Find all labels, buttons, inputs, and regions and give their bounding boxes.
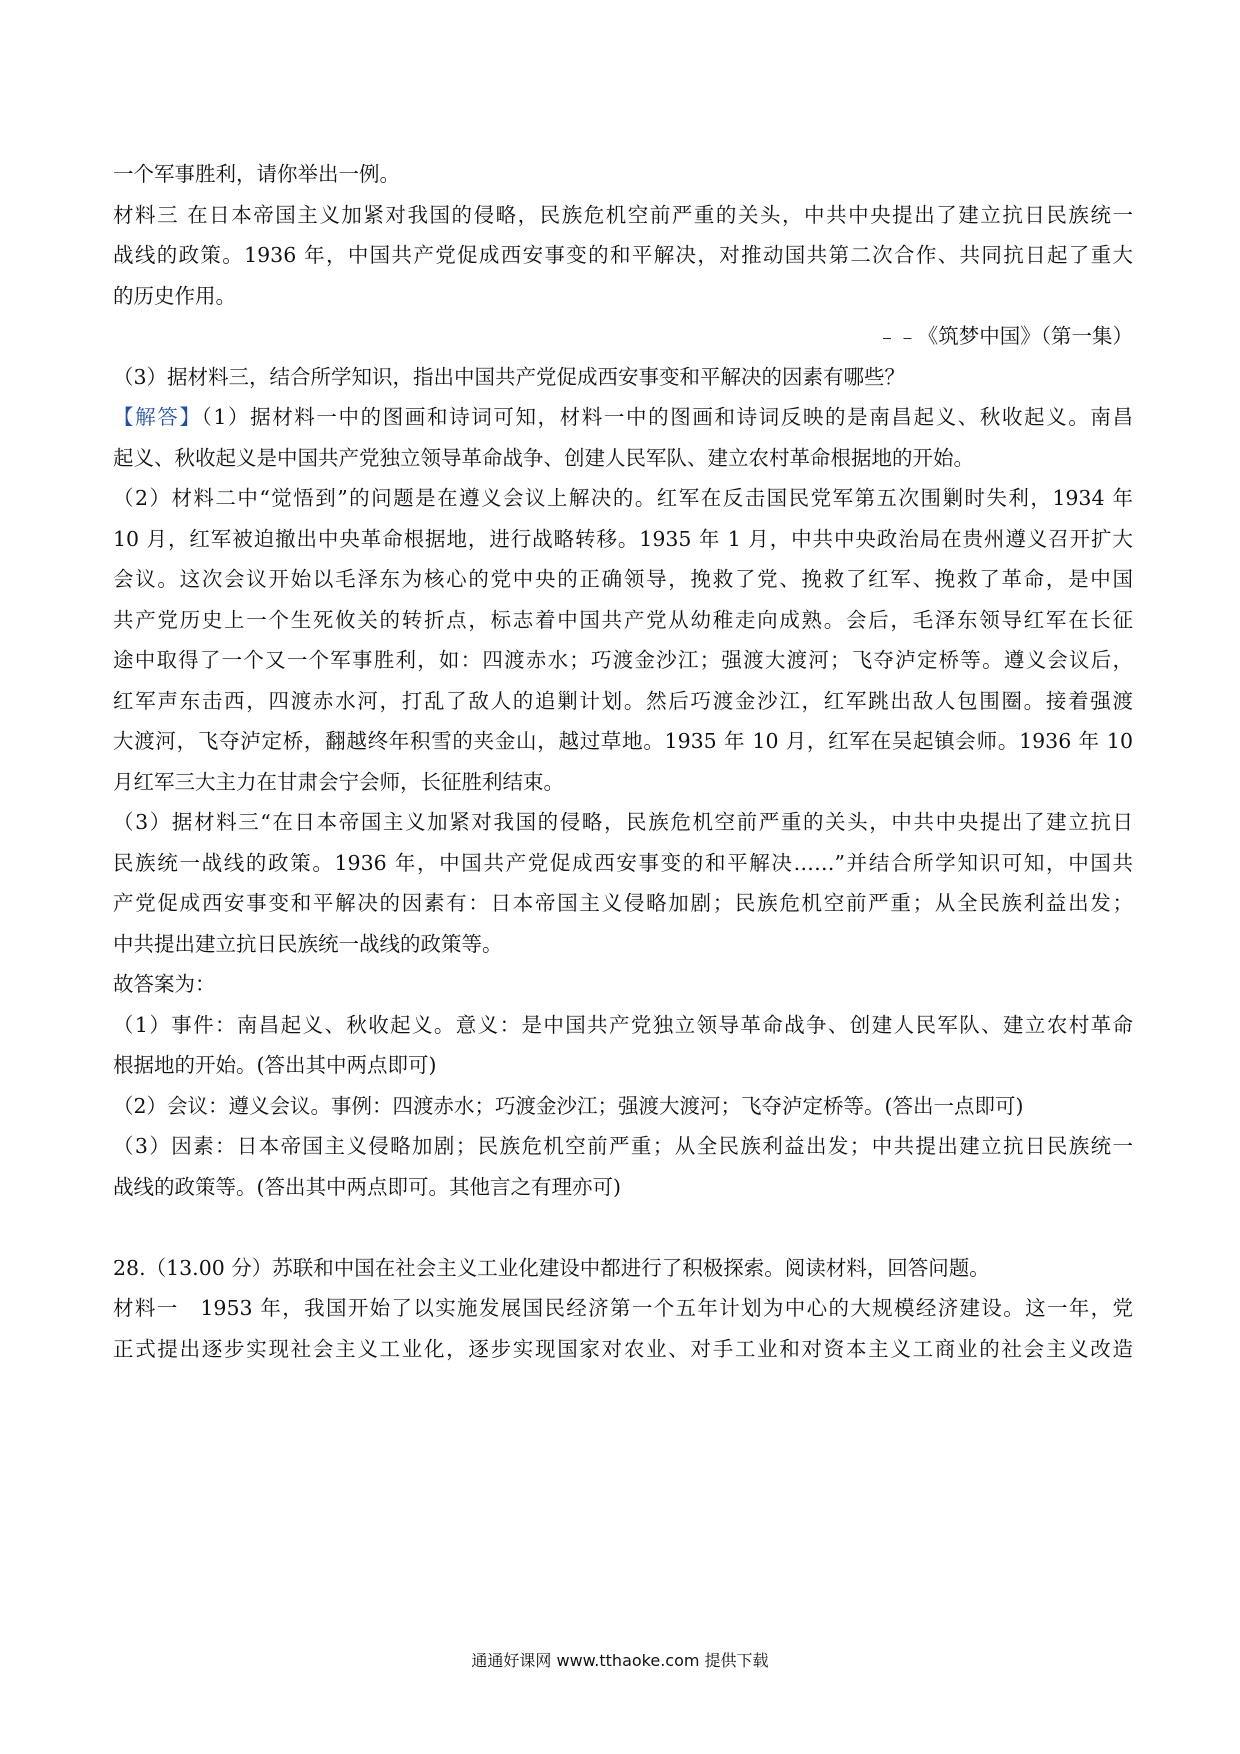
text-line: 共产党历史上一个生死攸关的转折点，标志着中国共产党从幼稚走向成熟。会后，毛泽东领导红军在长征: [113, 607, 1133, 632]
answer-text: （1）据材料一中的图画和诗词可知，材料一中的图画和诗词反映的是南昌起义、秋收起义。南昌: [201, 405, 1133, 429]
text-line: 途中取得了一个又一个军事胜利，如：四渡赤水；巧渡金沙江；强渡大渡河；飞夺泸定桥等。遵义会议后，: [113, 648, 1133, 672]
text-line: 的历史作用。: [113, 283, 236, 308]
text-line: 产党促成西安事变和平解决的因素有：日本帝国主义侵略加剧；民族危机空前严重；从全民族利益出发；: [113, 891, 1133, 915]
text-line: （3）据材料三“在日本帝国主义加紧对我国的侵略，民族危机空前严重的关头，中共中央提出了建立抗日: [113, 810, 1133, 834]
answer-tag: 【解答】: [113, 405, 202, 429]
text-line: （3）因素：日本帝国主义侵略加剧；民族危机空前严重；从全民族利益出发；中共提出建立抗日民族统一: [113, 1134, 1133, 1158]
text-line: 中共提出建立抗日民族统一战线的政策等。: [113, 931, 503, 956]
text-line: 民族统一战线的政策。1936 年，中国共产党促成西安事变的和平解决……”并结合所学知识可知，中国共: [113, 850, 1133, 875]
text-line: 起义、秋收起义是中国共产党独立领导革命战争、创建人民军队、建立农村革命根据地的开始。: [113, 445, 974, 470]
text-line: 一个军事胜利，请你举出一例。: [113, 162, 400, 186]
text-line: 10 月，红军被迫撤出中央革命根据地，进行战略转移。1935 年 1 月，中共中央政治局在贵州遵义召开扩大: [113, 526, 1133, 551]
text-line: （2）会议：遵义会议。事例：四渡赤水；巧渡金沙江；强渡大渡河；飞夺泸定桥等。(答出一点即可): [113, 1093, 1024, 1118]
text-line: 会议。这次会议开始以毛泽东为核心的党中央的正确领导，挽救了党、挽救了红军、挽救了革命，是中国: [113, 567, 1133, 591]
text-line: 红军声东击西，四渡赤水河，打乱了敌人的追剿计划。然后巧渡金沙江，红军跳出敌人包围圈。接着强渡: [113, 688, 1133, 713]
text-line: 根据地的开始。(答出其中两点即可): [113, 1053, 437, 1077]
text-line: 正式提出逐步实现社会主义工业化，逐步实现国家对农业、对手工业和对资本主义工商业的社会主义改造: [113, 1336, 1133, 1361]
source-citation: ﹣﹣《筑梦中国》（第一集）: [876, 324, 1133, 348]
page-content: [113, 154, 1133, 1369]
answer-line: [113, 397, 1133, 438]
text-line: （1）事件：南昌起义、秋收起义。意义：是中国共产党独立领导革命战争、创建人民军队、建立农村革命: [113, 1012, 1133, 1037]
text-line: （2）材料二中“觉悟到”的问题是在遵义会议上解决的。红军在反击国民党军第五次围剿时失利，1934 年: [113, 486, 1133, 510]
text-line: 材料三 在日本帝国主义加紧对我国的侵略，民族危机空前严重的关头，中共中央提出了建立抗日民族统一: [113, 202, 1133, 227]
text-line: 月红军三大主力在甘肃会宁会师，长征胜利结束。: [113, 769, 564, 794]
paragraph-gap: [113, 1207, 1133, 1248]
text-line: 大渡河，飞夺泸定桥，翻越终年积雪的夹金山，越过草地。1935 年 10 月，红军在吴起镇会师。1936 年 10: [113, 729, 1133, 753]
page-footer: 通通好课网 www.tthaoke.com 提供下载: [471, 1651, 769, 1670]
question-3: （3）据材料三，结合所学知识，指出中国共产党促成西安事变和平解决的因素有哪些？: [113, 364, 906, 389]
question-28: 28.（13.00 分）苏联和中国在社会主义工业化建设中都进行了积极探索。阅读材料，回答问题。: [113, 1255, 990, 1280]
text-line: 战线的政策等。(答出其中两点即可。其他言之有理亦可): [113, 1174, 621, 1199]
text-line: 材料一 1953 年，我国开始了以实施发展国民经济第一个五年计划为中心的大规模经济建设。这一年，党: [113, 1296, 1133, 1320]
answer-heading: 故答案为：: [113, 972, 216, 996]
text-line: 战线的政策。1936 年，中国共产党促成西安事变的和平解决，对推动国共第二次合作、共同抗日起了重大: [113, 243, 1133, 267]
